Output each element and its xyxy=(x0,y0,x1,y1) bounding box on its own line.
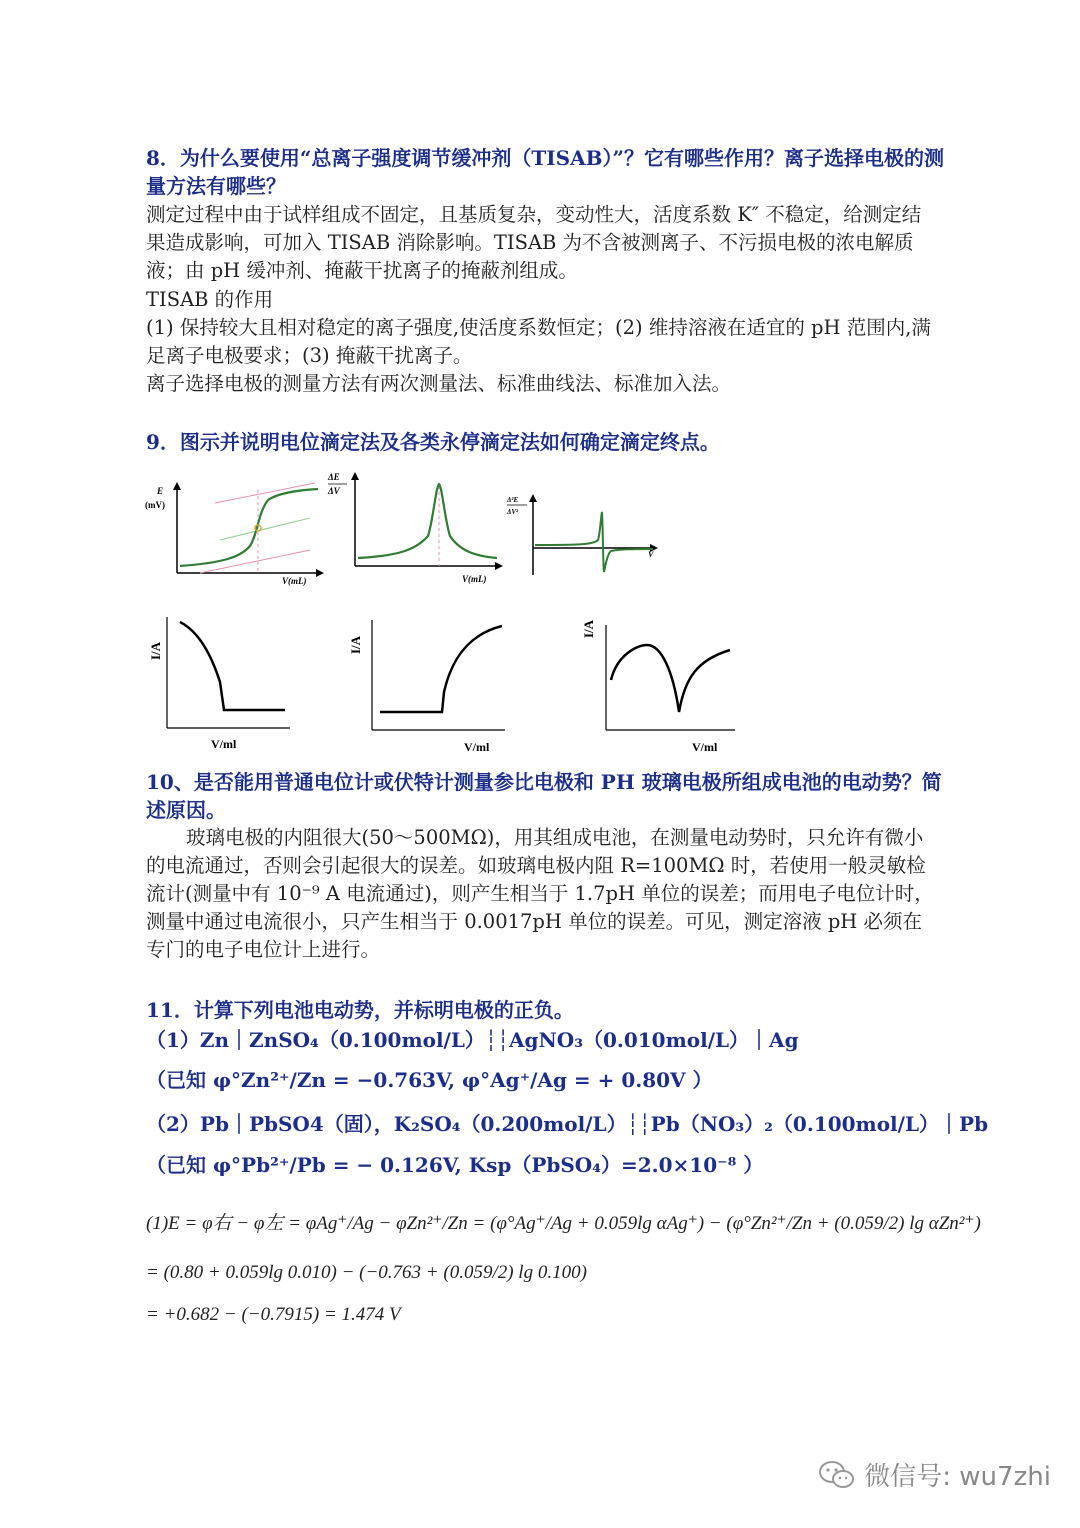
q11-equation-1: (1)E = φ右 − φ左 = φAg⁺/Ag − φZn²⁺/Zn = (φ°Ag⁺/Ag + 0.059lg αAg⁺) − (φ°Zn²⁺/Zn + (0.059/2) lg αZn²⁺) xyxy=(146,1213,981,1234)
q10-title: 10、是否能用普通电位计或伏特计测量参比电极和 PH 玻璃电极所组成电池的电动势？简述原因。 xyxy=(146,770,942,822)
fig5-ylabel: I/A xyxy=(348,635,363,654)
midline xyxy=(220,518,310,540)
first-derivative-chart xyxy=(325,466,505,588)
titration-curve xyxy=(180,489,318,566)
fig2-ylabel-1: ΔE xyxy=(328,472,340,482)
q8-title: 8．为什么要使用“总离子强度调节缓冲剂（TISAB）”？它有哪些作用？离子选择电极的测量方法有哪些？ xyxy=(146,146,945,198)
wechat-watermark xyxy=(818,1456,1051,1493)
deadstop-curve-rising-chart xyxy=(340,612,515,757)
q8-paragraph-3: (1) 保持较大且相对稳定的离子强度,使活度系数恒定；(2) 维持溶液在适宜的 pH 范围内,满足离子电极要求；(3) 掩蔽干扰离子。 xyxy=(146,316,931,367)
fig1-ylabel-1: E xyxy=(157,486,164,496)
deadstop-curve-vshape-chart xyxy=(575,600,750,757)
watermark-text: 微信号: wu7zhi xyxy=(864,1462,1051,1492)
q11-known-1: （已知 φ°Zn²⁺/Zn = −0.763V, φ°Ag⁺/Ag = + 0.80V ） xyxy=(146,1068,713,1092)
current-curve xyxy=(380,626,502,712)
q11-equation-2: = (0.80 + 0.059lg 0.010) − (−0.763 + (0.059/2) lg 0.100) xyxy=(146,1262,587,1283)
second-derivative-curve xyxy=(535,512,653,572)
q11-known-2: （已知 φ°Pb²⁺/Pb = − 0.126V, Ksp（PbSO₄）=2.0×10⁻⁸ ） xyxy=(146,1153,764,1177)
q8-paragraph-4: 离子选择电极的测量方法有两次测量法、标准曲线法、标准加入法。 xyxy=(146,372,732,395)
q10-paragraph: 玻璃电极的内阻很大(50～500MΩ)，用其组成电池，在测量电动势时，只允许有微小的电流通过，否则会引起很大的误差。如玻璃电极内阻 R=100MΩ 时，若使用一般灵敏检流计(测量中有 10⁻⁹ A 电流通过)，则产生相当于 1.7pH 单位的误差；而用电子电位计时，测量中通过电流很小，只产生相当于 0.0017pH 单位的误差。可见，测定溶液 pH 必须在专门的电子电位计上进行。 xyxy=(146,826,934,961)
q11-equation-3: = +0.682 − (−0.7915) = 1.474 V xyxy=(146,1304,401,1325)
q9-title: 9．图示并说明电位滴定法及各类永停滴定法如何确定滴定终点。 xyxy=(146,430,720,454)
titration-curve-chart xyxy=(140,478,325,588)
deadstop-curve-falling-chart xyxy=(140,612,300,752)
fig3-xlabel: V xyxy=(648,550,654,559)
q11-cell-2: （2）Pb｜PbSO4（固），K₂SO₄（0.200mol/L）┆┆Pb（NO₃）₂（0.100mol/L）｜Pb xyxy=(146,1112,989,1136)
current-curve xyxy=(180,622,285,710)
q8-paragraph-1: 测定过程中由于试样组成不固定，且基质复杂，变动性大，活度系数 K″ 不稳定，给测定结果造成影响，可加入 TISAB 消除影响。TISAB 为不含被测离子、不污损电极的浓电解质液；由 pH 缓冲剂、掩蔽干扰离子的掩蔽剂组成。 xyxy=(146,203,922,282)
fig2-xlabel: V(mL) xyxy=(462,574,487,584)
fig1-ylabel-2: (mV) xyxy=(145,500,165,510)
q8-paragraph-2: TISAB 的作用 xyxy=(146,288,274,311)
current-curve xyxy=(611,645,730,712)
wechat-icon xyxy=(818,1459,856,1491)
fig5-xlabel: V/ml xyxy=(464,740,490,754)
q11-cell-1: （1）Zn｜ZnSO₄（0.100mol/L）┆┆AgNO₃（0.010mol/L）｜Ag xyxy=(146,1028,799,1052)
q11-title: 11．计算下列电池电动势，并标明电极的正负。 xyxy=(146,998,574,1022)
tangent-upper xyxy=(215,483,315,503)
fig3-ylabel-2: ΔV² xyxy=(507,508,519,516)
fig1-xlabel: V(mL) xyxy=(282,576,307,586)
fig6-ylabel: I/A xyxy=(581,619,596,638)
fig4-xlabel: V/ml xyxy=(211,737,237,751)
fig6-xlabel: V/ml xyxy=(692,740,718,754)
fig4-ylabel: I/A xyxy=(148,641,163,660)
second-derivative-chart xyxy=(505,490,665,580)
fig3-ylabel-1: Δ²E xyxy=(507,496,519,504)
derivative-peak xyxy=(358,484,497,558)
fig2-ylabel-2: ΔV xyxy=(328,486,340,496)
